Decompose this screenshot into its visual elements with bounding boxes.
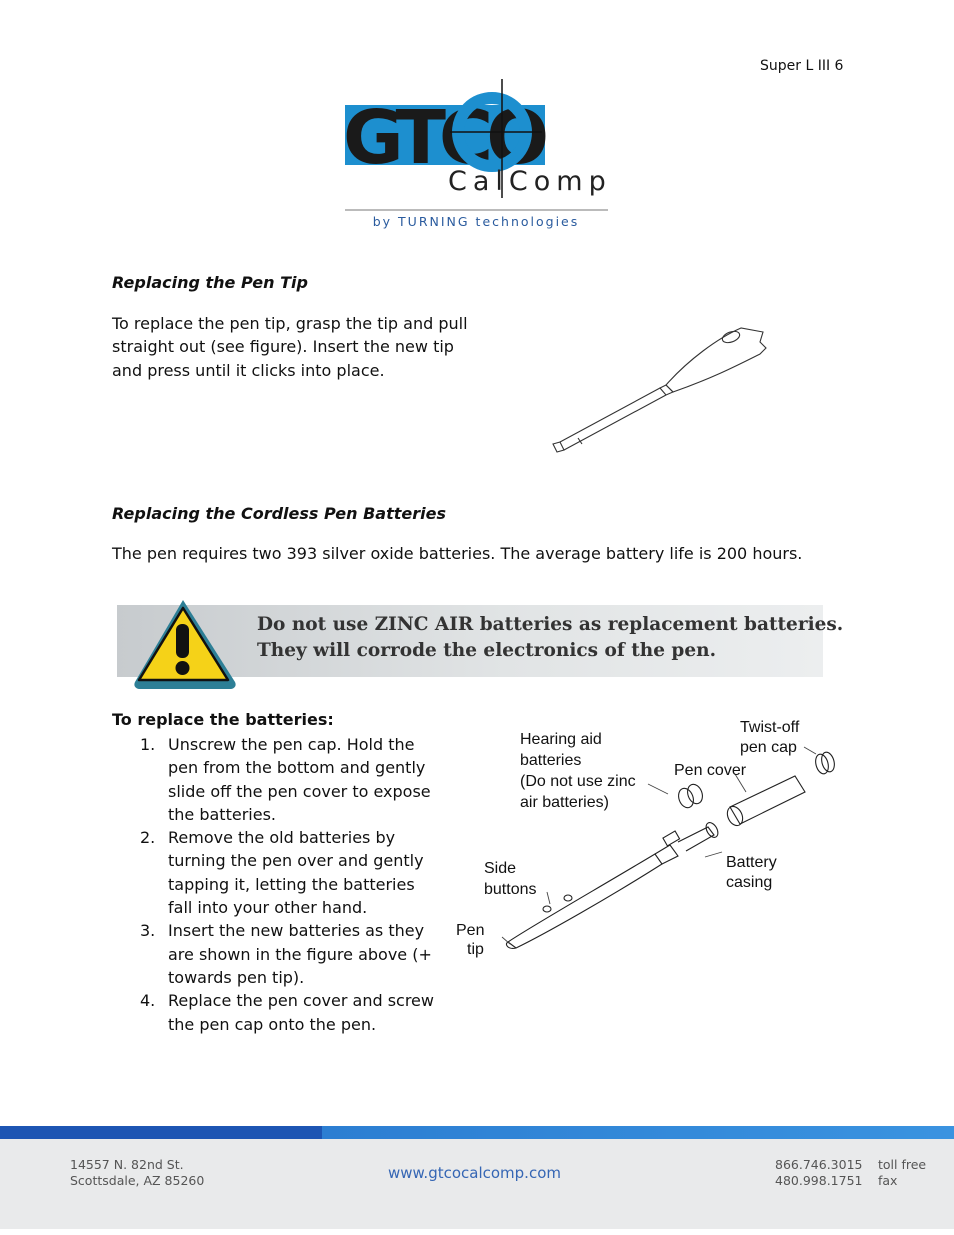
footer-bar-dark (0, 1126, 322, 1139)
warning-line-2: They will corrode the electronics of the pen. (257, 640, 717, 661)
label-pen-tip: Pen (456, 922, 485, 939)
page-number: Super L III 6 (760, 58, 844, 74)
footer-address: 14557 N. 82nd St. Scottsdale, AZ 85260 (70, 1157, 205, 1188)
label-pen-cover: Pen cover (674, 762, 747, 779)
gtco-calcomp-logo (340, 78, 615, 238)
steps-list (112, 733, 442, 1036)
svg-text:pen cap: pen cap (740, 739, 797, 756)
label-side-buttons: Side (484, 860, 517, 877)
batteries-description: The pen requires two 393 silver oxide batteries. The average battery life is 200 hours. (112, 544, 803, 563)
pen-tip-heading: Replacing the Pen Tip (112, 273, 308, 292)
warning-icon (131, 594, 239, 692)
footer-phone-numbers: 866.746.3015 480.998.1751 (775, 1157, 863, 1188)
svg-text:CalComp: CalComp (448, 166, 612, 197)
footer-website-link[interactable]: www.gtcocalcomp.com (388, 1164, 561, 1182)
warning-text (257, 612, 843, 664)
svg-text:buttons: buttons (484, 881, 537, 898)
battery-diagram (450, 712, 845, 962)
list-item: 3. Insert the new batteries as they are shown in the figure above (+ towards pen tip). (140, 921, 432, 987)
svg-text:by TURNING technologies: by TURNING technologies (372, 214, 580, 229)
svg-text:(Do not use zinc: (Do not use zinc (520, 773, 636, 790)
batteries-heading: Replacing the Cordless Pen Batteries (112, 504, 446, 523)
steps-title: To replace the batteries: (112, 710, 334, 729)
warning-line-1: Do not use ZINC AIR batteries as replacement batteries. (257, 614, 844, 635)
svg-text:casing: casing (726, 874, 773, 891)
list-item: 1. Unscrew the pen cap. Hold the pen from the bottom and gently slide off the pen cover to expose the batteries. (140, 735, 431, 824)
label-twist-off-cap: Twist-off (740, 719, 800, 736)
svg-text:GTCO: GTCO (343, 95, 543, 181)
svg-text:air batteries): air batteries) (520, 794, 609, 811)
pen-tip-instructions: To replace the pen tip, grasp the tip and pull straight out (see figure). Insert the new tip and press until it clicks into place. (112, 314, 468, 380)
footer-phone-labels: toll free fax (878, 1157, 927, 1188)
svg-text:tip: tip (467, 941, 484, 958)
warning-banner (117, 596, 844, 690)
label-hearing-aid: Hearing aid (520, 731, 602, 748)
footer-bar-light (322, 1126, 954, 1139)
svg-text:batteries: batteries (520, 752, 582, 769)
list-item: 4. Replace the pen cover and screw the pen cap onto the pen. (140, 991, 434, 1034)
label-battery-casing: Battery (726, 854, 777, 871)
list-item: 2. Remove the old batteries by turning the pen over and gently tapping it, letting the batteries fall into your other hand. (140, 828, 424, 918)
pen-tip-illustration (548, 320, 773, 455)
